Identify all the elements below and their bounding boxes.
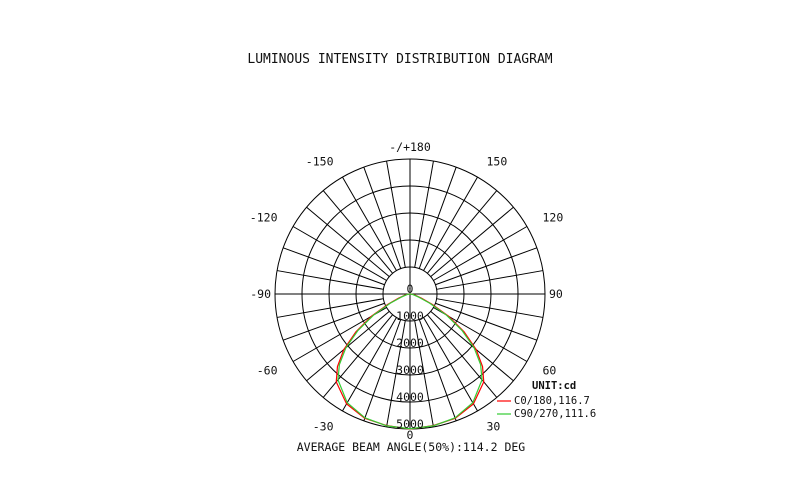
radial-tick-label-3000: 3000: [396, 363, 424, 377]
angle-label--60: -60: [256, 363, 278, 378]
grid-spoke-160: [419, 167, 456, 268]
grid-spoke-80: [437, 299, 543, 318]
legend-entry-c90-270: C90/270,111.6: [514, 408, 597, 420]
grid-spoke-250: [283, 248, 384, 285]
beam-angle-footer: AVERAGE BEAM ANGLE(50%):114.2 DEG: [296, 440, 526, 454]
radial-tick-label-2000: 2000: [396, 336, 424, 350]
grid-spoke-110: [435, 248, 536, 285]
radial-tick-label-1000: 1000: [396, 309, 424, 323]
angle-label--150: -150: [305, 154, 334, 169]
grid-spoke-70: [435, 303, 536, 340]
angle-label-60: 60: [542, 363, 557, 378]
grid-spoke-290: [283, 303, 384, 340]
angle-label-30: 30: [486, 419, 501, 434]
grid-spoke-100: [437, 271, 543, 290]
chart-title: LUMINOUS INTENSITY DISTRIBUTION DIAGRAM: [247, 52, 553, 67]
grid-spoke-190: [387, 161, 406, 267]
legend-entry-c0-180: C0/180,116.7: [514, 395, 590, 407]
angle-label--30: -30: [312, 419, 334, 434]
angle-label-120: 120: [542, 210, 564, 225]
angle-label--120: -120: [249, 210, 278, 225]
angle-label--90: -90: [250, 287, 271, 301]
grid-spoke-170: [415, 161, 434, 267]
radial-tick-label-4000: 4000: [396, 390, 424, 404]
angle-label-0: 0: [406, 428, 414, 442]
angle-label-180: -/+180: [389, 140, 431, 154]
grid-spoke-200: [364, 167, 401, 268]
grid-spoke-280: [277, 299, 383, 318]
grid-spoke-20: [419, 319, 456, 420]
legend: [497, 380, 596, 420]
radial-tick-label-0: 0: [406, 282, 414, 296]
radial-tick-label-5000: 5000: [396, 417, 424, 431]
unit-label: UNIT:cd: [532, 380, 577, 392]
grid-spoke-260: [277, 271, 383, 290]
angle-label-150: 150: [486, 154, 508, 169]
angle-label-90: 90: [549, 287, 563, 301]
